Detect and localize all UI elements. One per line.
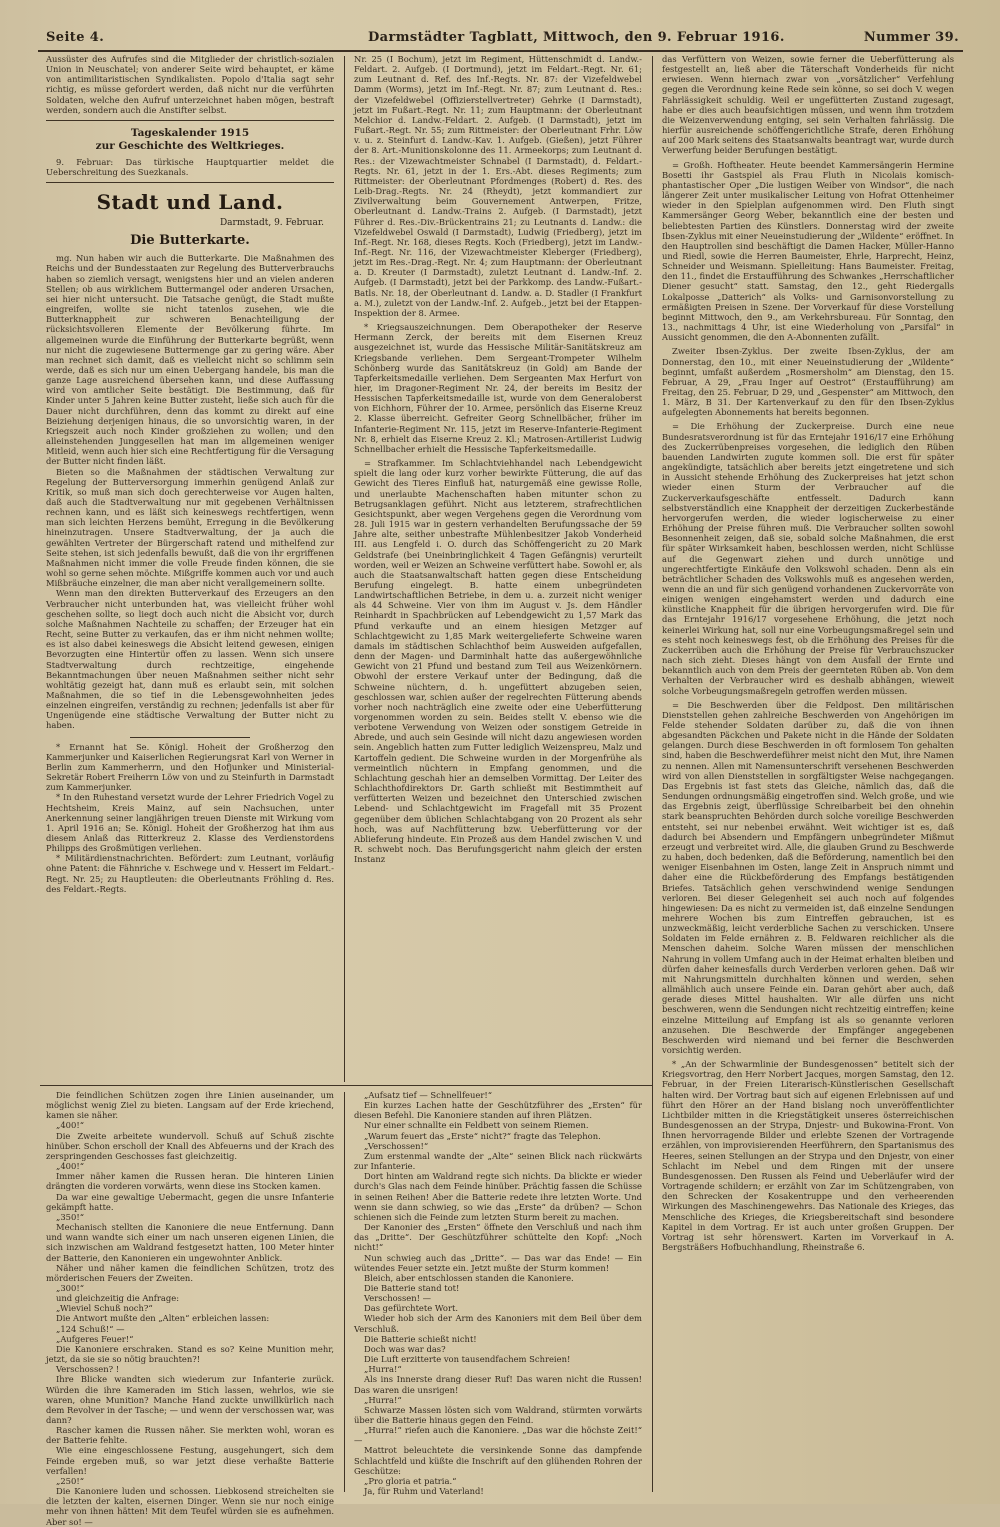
story-paragraph: Schwarze Massen lösten sich vom Waldrand, stürmten vorwärts über die Batterie hinaus gegen den Feind.: [354, 1404, 642, 1425]
military-notice-cont: Nr. 25 (I Bochum), jetzt im Regiment, Hüttenschmidt d. Landw.-Feldart. 2. Aufgeb. (I Dortmund), jetzt im Feldart.-Regt. Nr. 61; zum Leutnant d. Ref. des Inf.-Regts. Nr. 87: der Vizefeldwebel Damm (Worms), jetzt im Inf.-Regt. Nr. 87; zum Leutnant d. Res.: der Vizefeldwebel (Offizierstellvertreter) Gehrke (I Darmstadt), jetzt im Fußart.-Regt. Nr. 11; zum Hauptmann: der Oberleutnant Melchior d. Landw.-Feldart. 2. Aufgeb. (I Darmstadt), jetzt im Fußart.-Regt. Nr. 55; zum Rittmeister: der Oberleutnant Frhr. Löw v. u. z. Steinfurt d. Landw.-Kav. 1. Aufgeb. (Gießen), jetzt Führer der 8. Art.-Munitionskolonne des 11. Armeekorps; zum Leutnant d. Res.: der Vizewachtmeister Schnabel (I Darmstadt), d. Feldart.-Regts. Nr. 61, jetzt in der 1. Ers.-Abt. dieses Regiments; zum Rittmeister: der Oberleutnant Pfordmenges (Robert) d. Res. des Leib-Drag.-Regts. Nr. 24 (Rheydt), jetzt kommandiert zur Zivilverwaltung beim Gouvernement Antwerpen, Fritze, Oberleutnant d. Landw.-Trains 2. Aufgeb. (I Darmstadt), jetzt Führer d. Res.-Div.-Brückentrains 21; zu Leutnants d. Landw.: die Vizefeldwebel Oswald (I Darmstadt), Ludwig (Friedberg), jetzt im Inf.-Regt. Nr. 168, dieses Regts. Koch (Friedberg), jetzt im Landw.-Inf.-Regt. Nr. 116, der Vizewachtmeister Kleberger (Friedberg), jetzt im Res.-Drag.-Regt. Nr. 4; zum Hauptmann: der Oberleutnant a. D. Kreuter (I Darmstadt), zuletzt Leutnant d. Landw.-Inf. 2. Aufgeb. (I Darmstadt), jetzt bei der Parkkomp. des Landw.-Fußart.-Batls. Nr. 18, der Oberleutnant d. Landw. a. D. Stadler (I Frankfurt a. M.), zuletzt von der Landw.-Inf. 2. Aufgeb., jetzt bei der Etappen-Inspektion der 8. Armee.: [354, 54, 642, 318]
story-paragraph: Die Luft erzitterte von tausendfachem Schreien!: [364, 1354, 571, 1365]
story-paragraph: „Warum feuert das „Erste“ nicht?“ fragte das Telephon.: [364, 1130, 601, 1141]
story-paragraph: Verschossen? !: [56, 1364, 120, 1375]
divider: [130, 737, 250, 738]
column-rule-2: [652, 56, 653, 1492]
court-report-cont: das Verfüttern von Weizen, sowie ferner die Ueberfütterung als festgestellt an, ließ aber die Täterschaft Vonderheids für nicht erwiesen. Wenn hiernach zwar von „vorsätzlicher“ Verfehlung gegen die Verordnung keine Rede sein könne, so sei doch V. wegen Fahrlässigkeit schuldig. Weil er ungefütterten Zustand zugesagt, habe er dies auch beaufsichtigen müssen, und wenn ihm trotzdem die Weizenverwendung entging, sei sein Verhalten fahrlässig. Die hierfür ausreichende schöffengerichtliche Strafe, deren Erhöhung auf 200 Mark seitens des Staatsanwalts beantragt war, wurde durch Verwerfung beider Berufungen bestätigt.: [662, 54, 954, 156]
dateline: Darmstadt, 9. Februar.: [219, 218, 324, 229]
column-rule-1: [344, 56, 345, 1082]
masthead-line: Darmstädter Tagblatt, Mittwoch, den 9. Februar 1916.: [368, 30, 785, 45]
sugar-price-article: = Die Erhöhung der Zuckerpreise. Durch eine neue Bundesratsverordnung ist für das Erntejahr 1916/17 eine Erhöhung des Zuckerrübenpreises vorgesehen, die lediglich den Rüben bauenden Landwirten zugute kommen soll. Die erst für später angekündigte, tatsächlich aber bereits jetzt eingetretene und sich in Aussicht stehende Erhöhung des Zuckerpreises hat jetzt schon wieder einen Sturm der Verbraucher auf die Zuckerverkaufsgeschäfte entfesselt. Dadurch kann selbstverständlich eine Knappheit der derzeitigen Zuckerbestände hervorgerufen werden, die wieder logischerweise zu einer Erhöhung der Preise führen muß. Die Verbraucher sollten sowohl Besonnenheit zeigen, daß sie, sobald solche Maßnahmen, die erst für später Wirksamkeit haben, beschlossen werden, nicht Schlüsse auf die Gegenwart ziehen und durch unnötige und ungerechtfertigte Einkäufe den Volkswohl schaden. Denn als ein beträchtlicher Schaden des Volkswohls muß es angesehen werden, wenn die an und für sich genügend vorhandenen Zuckervorräte von einigen wenigen eingehamstert werden und dadurch eine künstliche Knappheit für die übrigen hervorgerufen wird. Die für das Erntejahr 1916/17 vorgesehene Erhöhung, die jetzt noch keinerlei Wirkung hat, soll nur eine Vorbeugungsmaßregel sein und es steht noch keineswegs fest, ob die Erhöhung des Preises für die Zuckerrüben auch die Erhöhung der Preise für Verbrauchszucker nach sich zieht. Dieses hängt von dem Ausfall der Ernte und bekanntlich auch von dem Preis der geernteten Rüben ab. Von dem Verhalten der Verbraucher wird es deshalb abhängen, wieweit solche Vorbeugungsmaßregeln getroffen werden müssen.: [662, 421, 954, 696]
story-paragraph: Immer näher kamen die Russen heran. Die hinteren Linien drängten die vorderen vorwärts, wenn diese ins Stocken kamen.: [46, 1171, 334, 1192]
story-paragraph: Der Kanonier des „Ersten“ öffnete den Verschluß und nach ihm das „Dritte“. Der Geschützführer schüttelte den Kopf: „Noch nicht!“: [354, 1222, 642, 1253]
story-paragraph: Die Batterie schießt nicht!: [364, 1333, 477, 1344]
story-paragraph: Ein kurzes Lachen hatte der Geschützführer des „Ersten“ für diesen Befehl. Die Kanoniere standen auf ihren Plätzen.: [354, 1100, 642, 1121]
story-paragraph: Näher und näher kamen die feindlichen Schützen, trotz des mörderischen Feuers der Zweiten.: [46, 1262, 334, 1283]
court-report: = Strafkammer. Im Schlachtviehhandel nach Lebendgewicht spielt die lang oder kurz vorher bewirkte Fütterung, die auf das Gewicht des Tieres Einfluß hat, naturgemäß eine gewisse Rolle, und unerlaubte Machenschaften haben mitunter schon zu Betrugsanklagen geführt. Nicht aus letzterem, strafrechtlichen Gesichtspunkt, aber wegen Vergehens gegen die Verordnung vom 28. Juli 1915 war in gestern verhandelten Berufungssache der 59 Jahre alte, seither unbestrafte Mühlenbesitzer Jakob Vonderheid III. aus Lengfeld i. O. durch das Schöffengericht zu 20 Mark Geldstrafe (bei Uneinbringlichkeit 4 Tagen Gefängnis) verurteilt worden, weil er Weizen an Schweine verfüttert habe. Sowohl er, als auch die Staatsanwaltschaft hatten gegen diese Entscheidung Berufung eingelegt. B. hatte einem unbegründeten Landwirtschaftlichen Betriebe, in dem u. a. zurzeit nicht weniger als 44 Schweine. Vier von ihm im August v. Js. dem Händler Reinhardt in Spachbrücken auf Lebendgewicht zu 1,57 Mark das Pfund verkaufte und an einem hiesigen Metzger auf Schlachtgewicht zu 1,85 Mark weitergelieferte Schweine waren damals im städtischen Schlachthof beim Ausweiden aufgefallen, denn der Magen- und Darminhalt hatte das außergewöhnliche Gewicht von 21 Pfund und bestand zum Teil aus Weizenkörnern. Obwohl der erstere Verkauf unter der Bedingung, daß die Schweine nüchtern, d. h. ungefüttert abzugeben seien, geschlossen war, schien außer der regelrechten Fütterung abends vorher noch nachträglich eine zweite oder eine Ueberfütterung vorgenommen worden zu sein. Beides stellt V. ebenso wie die verbotene Verwendung von Weizen oder sonstigem Getreide in Abrede, und auch sein Gesinde will nicht dazu angewiesen worden sein. Angeblich hatten zum Futter lediglich Weizenspreu, Malz und Kartoffeln gedient. Die Schweine wurden in der Morgenfrühe als vermeintlich nüchtern in Empfang genommen, und die Schlachtung geschah hier an demselben Vormittag. Der Leiter des Schlachthofdirektors Dr. Garth schließt mit Bestimmtheit auf verfütterten Weizen und bezeichnet den Unterschied zwischen Lebend- und Schlachtgewicht im Fragefall mit 35 Prozent gegenüber dem üblichen Schlachtabgang von 20 Prozent als sehr hoch, was auf Nachfütterung bzw. Ueberfütterung vor der Ablieferung hindeute. Ein Prozeß aus dem Handel zwischen V. und R. schwebt noch. Das Berufungsgericht nahm gleich der ersten Instanz: [354, 458, 642, 865]
divider: [46, 120, 334, 121]
calendar-entry: 9. Februar: Das türkische Hauptquartier meldet die Ueberschreitung des Suezkanals.: [46, 156, 334, 178]
feuilleton-column-2: [354, 1090, 642, 1497]
story-paragraph: „Verschossen!“: [364, 1140, 429, 1151]
story-paragraph: Die Zweite arbeitete wundervoll. Schuß auf Schuß zischte hinüber. Schon erscholl der Knall des Abfeuerns und der Krach des zerspringenden Geschosses fast gleichzeitig.: [46, 1130, 334, 1161]
story-paragraph: Doch was war das?: [364, 1343, 446, 1354]
column-2: [354, 54, 642, 1082]
story-paragraph: „400!“: [56, 1120, 84, 1131]
story-paragraph: Mechanisch stellten die Kanoniere die neue Entfernung. Dann und wann wandte sich einer um nach unseren eigenen Linien, die sich inzwischen am Waldrand festgesetzt hatten, 100 Meter hinter der Batterie, den Kanonieren ein ungewohnter Anblick.: [46, 1222, 334, 1263]
divider: [46, 182, 334, 183]
story-paragraph: Dort hinten am Waldrand regte sich nichts. Da blickte er wieder durch's Glas nach dem Feinde hinüber. Prächtig fassen die Schüsse in seinen Reihen! Aber die Batterie redete ihre letzten Worte. Und wenn sie dann schwieg, so wie das „Erste“ da drüben? — Schon schienen sich die Feinde zum letzten Sturm bereit zu machen.: [354, 1171, 642, 1222]
story-paragraph: Die Kanoniere luden und schossen. Liebkosend streichelten sie die letzten der kalten, eisernen Dinger. Wenn sie nur noch einige mehr von ihnen hätten! Mit dem Teufel würden sie es aufnehmen. Aber so! —: [46, 1486, 334, 1527]
story-paragraph: Mattrot beleuchtete die versinkende Sonne das dampfende Schlachtfeld und küßte die Inschrift auf den glühenden Rohren der Geschütze:: [354, 1445, 642, 1476]
story-paragraph: Zum erstenmal wandte der „Alte“ seinen Blick nach rückwärts zur Infanterie.: [354, 1150, 642, 1172]
story-paragraph: Rascher kamen die Russen näher. Sie merkten wohl, woran es der Batterie fehlte.: [46, 1425, 334, 1446]
story-paragraph: Die Kanoniere erschraken. Stand es so? Keine Munition mehr, jetzt, da sie sie so nötig brauchten?!: [46, 1343, 334, 1365]
story-paragraph: Nun schwieg auch das „Dritte“. — Das war das Ende! — Ein wütendes Feuer setzte ein. Jetzt mußte der Sturm kommen!: [354, 1252, 642, 1273]
page-header: [38, 28, 963, 52]
story-paragraph: „400!“: [56, 1161, 84, 1172]
story-paragraph: Da war eine gewaltige Uebermacht, gegen die unsre Infanterie gekämpft hatte.: [46, 1191, 334, 1212]
story-paragraph: „Wieviel Schuß noch?“: [56, 1303, 153, 1314]
story-paragraph: „Aufgeres Feuer!“: [56, 1333, 134, 1344]
article-title: Die Butterkarte.: [130, 233, 250, 249]
appointment-notice: * Ernannt hat Se. Königl. Hoheit der Großherzog den Kammerjunker und Kaiserlichen Regierungsrat Karl von Werner in Berlin zum Kammerherrn, und den Hofjunker und Ministerial-Sekretär Robert Freiherrn Löw von und zu Steinfurth in Darmstadt zum Kammerjunker.: [46, 741, 334, 793]
ibsen-notice: Zweiter Ibsen-Zyklus. Der zweite Ibsen-Zyklus, der am Donnerstag, den 10., mit einer Neueinstudierung der „Wildente“ beginnt, umfaßt außerdem „Rosmersholm“ am Dienstag, den 15. Februar, A 29, „Frau Inger auf Oestrot“ (Erstaufführung) am Freitag, den 25. Februar, D 29, und „Gespenster“ am Mittwoch, den 1. März, B 31. Der Kartenverkauf zu den für den Ibsen-Zyklus aufgelegten Abonnements hat bereits begonnen.: [662, 346, 954, 418]
story-paragraph: „Hurra!“ riefen auch die Kanoniere. „Das war die höchste Zeit!“ —: [354, 1425, 642, 1446]
story-paragraph: „Hurra!“: [364, 1364, 402, 1375]
story-paragraph: „Hurra!“: [364, 1394, 402, 1405]
calendar-subheading: zur Geschichte des Weltkrieges.: [95, 139, 285, 152]
column-3: [662, 54, 954, 1494]
appeal-article-end: Aussüster des Aufrufes sind die Mitglieder der christlich-sozialen Union in Neuschatel; von anderer Seite wird behauptet, er käme von antimilitaristischen Syndikalisten. Popolo d'Italia sagt sehr richtig, es müsse gefordert werden, daß nicht nur die verführten Soldaten, welche den Aufruf unterzeichnet haben mögen, bestraft werden, sondern auch die Anstifter selbst.: [46, 54, 334, 115]
story-paragraph: „Aufsatz tief — Schnellfeuer!“: [364, 1090, 492, 1100]
military-notice: * Militärdienstnachrichten. Befördert: zum Leutnant, vorläufig ohne Patent: die Fähnriche v. Eschwege und v. Hessert im Feldart.-Regt. Nr. 25; zu Hauptleuten: die Oberleutnants Fröhling d. Res. des Feldart.-Regts.: [46, 853, 334, 894]
calendar-heading: Tageskalender 1915: [130, 126, 250, 139]
feuilleton-column-1: [46, 1090, 334, 1527]
story-paragraph: und gleichzeitig die Anfrage:: [56, 1293, 180, 1304]
story-paragraph: Wie eine eingeschlossene Festung, ausgehungert, sich dem Feinde ergeben muß, so war jetzt diese verhaßte Batterie verfallen!: [46, 1445, 334, 1476]
story-paragraph: Ja, für Ruhm und Vaterland!: [364, 1486, 484, 1497]
story-paragraph: Wieder hob sich der Arm des Kanoniers mit dem Beil über dem Verschluß.: [354, 1313, 642, 1334]
story-paragraph: Das gefürchtete Wort.: [364, 1303, 458, 1314]
page-number-label: Seite 4.: [46, 30, 105, 45]
feuilleton-rule: [40, 1085, 652, 1086]
decorations-notice: * Kriegsauszeichnungen. Dem Oberapotheker der Reserve Hermann Zerck, der bereits mit dem Eisernen Kreuz ausgezeichnet ist, wurde das Hessische Militär-Sanitätskreuz am Kriegsbande verliehen. Dem Sergeant-Trompeter Wilhelm Schönberg wurde das Sanitätskreuz (in Gold) am Bande der Tapferkeitsmedaille verliehen. Dem Sergeanten Max Herfurt von hier, im Dragoner-Regiment Nr. 24, der bereits im Besitz der Hessischen Tapferkeitsmedaille ist, wurde von dem Generaloberst von Eichhorn, Führer der 10. Armee, persönlich das Eiserne Kreuz 2. Klasse überreicht. Gefreiter Georg Schnellbächer, früher im Infanterie-Regiment Nr. 115, jetzt im Reserve-Infanterie-Regiment Nr. 8, erhielt das Eiserne Kreuz 2. Kl.; Matrosen-Artillerist Ludwig Schnellbacher erhielt die Hessische Tapferkeitsmedaille.: [354, 322, 642, 454]
story-paragraph: „250!“: [56, 1475, 84, 1486]
story-paragraph: Bleich, aber entschlossen standen die Kanoniere.: [364, 1272, 574, 1283]
article-paragraph: Wenn man den direkten Butterverkauf des Erzeugers an den Verbraucher nicht unterbunden hat, was vielleicht früher wohl geschehen sollte, so liegt doch auch nicht die Absicht vor, durch solche Maßnahmen Nachteile zu schaffen; der Erzeuger hat ein Recht, seine Butter zu verkaufen, das er ihm nicht nehmen wollte; es ist also dabei keineswegs die Absicht leitend gewesen, einigen Bevorzugten eine Hintertür offen zu lassen. Wenn sich unsere Stadtverwaltung durch rechtzeitige, eingehende Bekanntmachungen über neuen Maßnahmen seither nicht sehr wohltätig gezeigt hat, dann muß es erlaubt sein, mit solchen Maßnahmen, die so tief in die Lebensgewohnheiten jedes einzelnen eingreifen, verständig zu rechnen; jedenfalls ist aber für Ungenügende eine städtische Verwaltung der Butter nicht zu haben.: [46, 588, 334, 731]
lecture-notice: * „An der Schwarmlinie der Bundesgenossen“ betitelt sich der Kriegsvortrag, den Herr Norbert Jacques, morgen Samstag, den 12. Februar, in der Freien Literarisch-Künstlerischen Gesellschaft halten wird. Der Vortrag baut sich auf eigenen Erlebnissen auf und führt den Hörer an der Hand bislang noch unveröffentlichter Lichtbilder mitten in die Kriegstätigkeit unseres österreichischen Bundesgenossen an der Strypa, Dnjestr- und Bukowina-Front. Von Ihnen hervorragende Bilder und erlebte Szenen der Vortragende erzählen, von improvisierenden Heerführern, den Spartanismus des Heeres, seinen Stellungen an der Strypa und den Dnjestr, von einer Schlacht im Nebel und dem Ringen mit der unsere Bundesgenossen. Den Russen als Feind und Ueberläufer wird der Vortragende schildern; er erzählt von Zar im Schützengraben, von den Schrecken der Kosakentruppe und den verheerenden Wirkungen des Maschinengewehrs. Das Nationale des Krieges, das Menschliche des Krieges, die Kriegsbereitschaft sind besondere Kapitel in dem Vortrag. Er ist auch unter großen Gruppen. Der Vortrag ist sehr hörenswert. Karten im Vorverkauf in A. Bergsträßers Hofbuchhandlung, Rheinstraße 6.: [662, 1059, 954, 1252]
story-paragraph: Als ins Innerste drang dieser Ruf! Das waren nicht die Russen! Das waren die unsrigen!: [354, 1374, 642, 1395]
story-paragraph: „Pro gloria et patria.“: [364, 1475, 457, 1486]
column-rule-3: [344, 1092, 345, 1492]
fieldpost-article: = Die Beschwerden über die Feldpost. Den militärischen Dienststellen gehen zahlreiche Beschwerden von Angehörigen im Felde stehender Soldaten darüber zu, daß die von ihnen abgesandten Päckchen und Pakete nicht in die Hände der Soldaten gelangen. Durch diese Beschwerden in oft formlosem Ton gehalten sind, haben die Beschwerdeführer meist nicht den Mut, ihre Namen zu nennen. Allen mit Namensunterschrift versehenen Beschwerden wird von allen Dienststellen in sorgfältigster Weise nachgegangen. Das Ergebnis ist fast stets das Gleiche, nämlich das, daß die Sendungen ordnungsmäßig eingetroffen sind. Welch große, und wie das Ergebnis zeigt, überflüssige Schreibarbeit bei den ohnehin stark beanspruchten Behörden durch solche voreilige Beschwerden entsteht, sei nur nebenbei erwähnt. Weit wichtiger ist es, daß dadurch bei Absendern und Empfängern unbegründeter Mißmut erzeugt und verbreitet wird. Alle, die glauben Grund zu Beschwerde zu haben, doch bedenken, daß die Beförderung, namentlich bei den weniger Eisenbahnen im Osten, lange Zeit in Anspruch nimmt und daher eine die Rückbeförderung des Empfangs bestätigenden Briefes. Tatsächlich gehen verschwindend wenige Sendungen verloren. Bei dieser Gelegenheit sei auch noch auf folgendes hingewiesen: Da es nicht zu vermeiden ist, daß einzelne Sendungen mehrere Wochen bis zum Eintreffen gebrauchen, ist es unzweckmäßig, leicht verderbliche Sachen zu verschicken. Unsere Soldaten im Felde ernähren z. B. Feldwaren reichlicher als die Menschen daheim. Solche Waren müssen der menschlichen Nahrung in vollem Umfang auch in der Heimat erhalten bleiben und dürfen daher keinesfalls durch Verderben verloren gehen. Daß wir mit Nahrungsmitteln durchhalten können und werden, sehen allmählich auch unsere Feinde ein. Daran gehört aber auch, daß gerade dieses Mittel haushalten. Wir alle dürfen uns nicht beschweren, wenn die Sendungen nicht rechtzeitig eintreffen; keine einzelne Mitteilung auf Empfang ist als so genannte verloren anzusehen. Die Beschwerde der Empfänger angegebenen Beschwerden wird niemand und bei ferner die Beschwerden vorsichtig werden.: [662, 699, 954, 1055]
column-1: [46, 54, 334, 1082]
story-paragraph: Die Antwort mußte den „Alten“ erbleichen lassen:: [56, 1313, 270, 1324]
retirement-notice: * In den Ruhestand versetzt wurde der Lehrer Friedrich Vogel zu Hechtsheim, Kreis Mainz, auf sein Nachsuchen, unter Anerkennung seiner langjährigen treuen Dienste mit Wirkung vom 1. April 1916 an; Se. Königl. Hoheit der Großherzog hat ihm aus diesem Anlaß das Ritterkreuz 2. Klasse des Verdienstordens Philipps des Großmütigen verliehen.: [46, 792, 334, 854]
story-paragraph: Ihre Blicke wandten sich wiederum zur Infanterie zurück. Würden die ihre Kameraden im Stich lassen, wehrlos, wie sie waren, ohne Munition? Manche Hand zuckte unwillkürlich nach dem Revolver in der Tasche; — und wenn der verschossen war, was dann?: [46, 1374, 334, 1425]
story-paragraph: „350!“: [56, 1211, 84, 1222]
story-paragraph: Die Batterie stand tot!: [364, 1282, 460, 1293]
story-paragraph: „124 Schuß!“ —: [56, 1323, 125, 1334]
article-paragraph: mg. Nun haben wir auch die Butterkarte. Die Maßnahmen des Reichs und der Bundesstaaten zur Regelung des Butterverbrauchs haben so ziemlich versagt, wenigstens hier und an vielen anderen Stellen; ob aus wirklichem Buttermangel oder anderen Ursachen, sei hier nicht untersucht. Die Tatsache genügt, die Stadt mußte eingreifen, wollte sie nicht tatenlos zusehen, wie die Butterknappheit zur schweren Benachteiligung der rücksichtsvolleren Elemente der Bevölkerung führte. Im allgemeinen wurde die Einführung der Butterkarte begrüßt, wenn nur nicht die zugewiesene Buttermenge gar zu gering wäre. Aber man rechnet sich damit, daß es vielleicht nicht so schlimm sein werde, daß es sich nur um einen Uebergang handele, bis man die ganze Lage ausreichend übersehen kann, und diese Auffassung wird von amtlicher Seite bestätigt. Die Bestimmung, daß für Kinder unter 5 Jahren keine Butter zusteht, ließe sich auch für die Dauer nicht durchführen, denn das kommt zu direkt auf eine Beiziehung derjenigen hinaus, die so unvorsichtig waren, in der Kriegszeit auch noch Kinder großziehen zu wollen; und den alleinstehenden Junggesellen hat man im allgemeinen weniger Mitleid, wenn auch hier sich eine Rechtfertigung für die Versagung der Butter nicht finden läßt.: [46, 253, 334, 467]
story-paragraph: Die feindlichen Schützen zogen ihre Linien auseinander, um möglichst wenig Ziel zu bieten. Langsam auf der Erde kriechend, kamen sie näher.: [46, 1090, 334, 1121]
issue-number: Nummer 39.: [863, 30, 959, 45]
article-paragraph: Bieten so die Maßnahmen der städtischen Verwaltung zur Regelung der Butterversorgung immerhin genügend Anlaß zur Kritik, so muß man sich doch gerechterweise vor Augen halten, daß auch die Stadtverwaltung nur mit gegebenen Verhältnissen rechnen kann, und es läßt sich keineswegs rechtfertigen, wenn man sich leichten Herzens bemüht, Erregung in die Bevölkerung hineinzutragen. Unsere Stadtverwaltung, der ja auch die gewählten Vertreter der Bürgerschaft ratend und mithelfend zur Seite stehen, ist sich jedenfalls bewußt, daß die von ihr ergriffenen Maßnahmen nicht immer die volle Freude finden können, die sie wohl so gerne sehen möchte. Mißgriffe kommen auch vor und auch Mißbräuche einzelner, die man aber nicht verallgemeinern sollte.: [46, 466, 334, 589]
story-paragraph: Nur einer schnallte ein Feldbett von seinem Riemen.: [364, 1120, 589, 1131]
theater-notice: = Großh. Hoftheater. Heute beendet Kammersängerin Hermine Bosetti ihr Gastspiel als Frau Fluth in Nicolais komisch-phantastischer Oper „Die lustigen Weiber von Windsor“, die nach längerer Zeit unter musikalischer Leitung von Hofrat Ottenheimer wieder in den Spielplan aufgenommen wird. Den Fluth singt Kammersänger Georg Weber, bekanntlich eine der besten und beliebtesten Partien des Künstlers. Donnerstag wird der zweite Ibsen-Zyklus mit einer Neueinstudierung der „Wildente“ eröffnet. In den Hauptrollen sind beschäftigt die Damen Hacker, Müller-Hanno und Riedl, sowie die Herren Baumeister, Ehrle, Harprecht, Heinz, Schneider und Weismann. Spielleitung: Hans Baumeister. Freitag, den 11., findet die Erstaufführung des Schwankes „Herrschaftlicher Diener gesucht“ statt. Samstag, den 12., geht Riedergalls Lokalposse „Datterich“ als Volks- und Garnisonvorstellung zu ermäßigten Preisen in Szene. Der Vorverkauf für diese Vorstellung beginnt Mittwoch, den 9., am Verkehrsbureau. Für Sonntag, den 13., nachmittags 4 Uhr, ist eine Wiederholung von „Parsifal“ in Aussicht genommen, die den A-Abonnenten zufällt.: [662, 159, 954, 343]
section-title: Stadt und Land.: [96, 190, 284, 215]
story-paragraph: Verschossen! —: [364, 1293, 432, 1304]
story-paragraph: „300!“: [56, 1282, 84, 1293]
